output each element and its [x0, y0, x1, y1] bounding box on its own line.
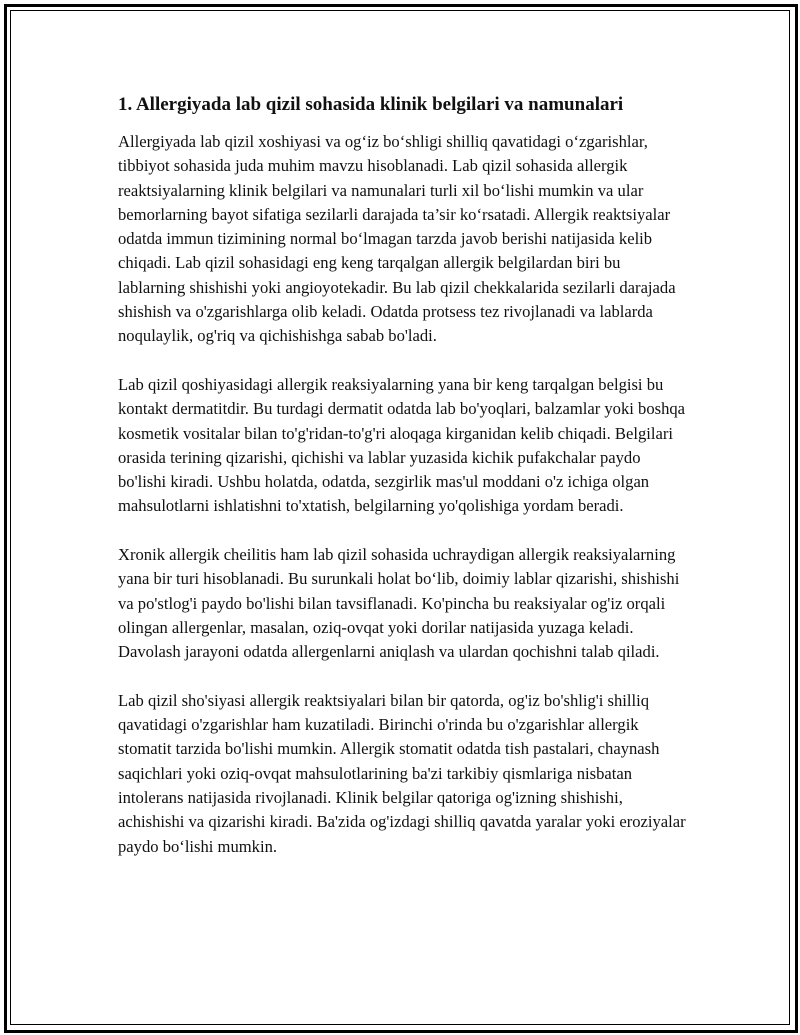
- document-body: [118, 92, 688, 883]
- paragraph-4: Lab qizil sho'siyasi allergik reaktsiyalari bilan bir qatorda, og'iz bo'shlig'i shilliq qavatidagi o'zgarishlar ham kuzatiladi. Birinchi o'rinda bu o'zgarishlar allergik stomatit tarzida bo'lishi mumkin. Allergik stomatit odatda tish pastalari, chaynash saqichlari yoki oziq-ovqat mahsulotlarining ba'zi tarkibiy qismlariga nisbatan intolerans natijasida rivojlanadi. Klinik belgilar qatoriga og'izning shishishi, achishishi va qizarishi kiradi. Ba'zida og'izdagi shilliq qavatda yaralar yoki eroziyalar paydo bo‘lishi mumkin.: [118, 690, 686, 856]
- section-heading: 1. Allergiyada lab qizil sohasida klinik belgilari va namunalari: [118, 94, 624, 115]
- paragraph-1: Allergiyada lab qizil xoshiyasi va og‘iz bo‘shligi shilliq qavatidagi o‘zgarishlar, tibbiyot sohasida juda muhim mavzu hisoblanadi. Lab qizil sohasida allergik reaktsiyalarning klinik belgilari va namunalari turli xil bo‘lishi mumkin va ular bemorlarning bayot sifatiga sezilarli darajada ta’sir ko‘rsatadi. Allergik reaktsiyalar odatda immun tizimining normal bo‘lmagan tarzda javob berishi natijasida kelib chiqadi. Lab qizil sohasidagi eng keng tarqalgan allergik belgilardan biri bu lablarning shishishi yoki angioyotekadir. Bu lab qizil chekkalarida sezilarli darajada shishish va o'zgarishlarga olib keladi. Odatda protsess tez rivojlanadi va lablarda noqulaylik, og'riq va qichishishga sabab bo'ladi.: [118, 132, 676, 346]
- paragraph-3: Xronik allergik cheilitis ham lab qizil sohasida uchraydigan allergik reaksiyalarning yana bir turi hisoblanadi. Bu surunkali holat bo‘lib, doimiy lablar qizarishi, shishishi va po'stlog'i paydo bo'lishi bilan tavsiflanadi. Ko'pincha bu reaksiyalar og'iz orqali olingan allergenlar, masalan, oziq-ovqat yoki dorilar natijasida yuzaga keladi. Davolash jarayoni odatda allergenlarni aniqlash va ulardan qochishni talab qiladi.: [118, 545, 680, 662]
- paragraph-2: Lab qizil qoshiyasidagi allergik reaksiyalarning yana bir keng tarqalgan belgisi bu kontakt dermatitdir. Bu turdagi dermatit odatda lab bo'yoqlari, balzamlar yoki boshqa kosmetik vositalar bilan to'g'ridan-to'g'ri aloqaga kirganidan kelib chiqadi. Belgilari orasida terining qizarishi, qichishi va lablar yuzasida kichik pufakchalar paydo bo'lishi kiradi. Ushbu holatda, odatda, sezgirlik mas'ul moddani o'z ichiga olgan mahsulotlarni ishlatishni to'xtatish, belgilarning yo'qolishiga yordam beradi.: [118, 374, 686, 516]
